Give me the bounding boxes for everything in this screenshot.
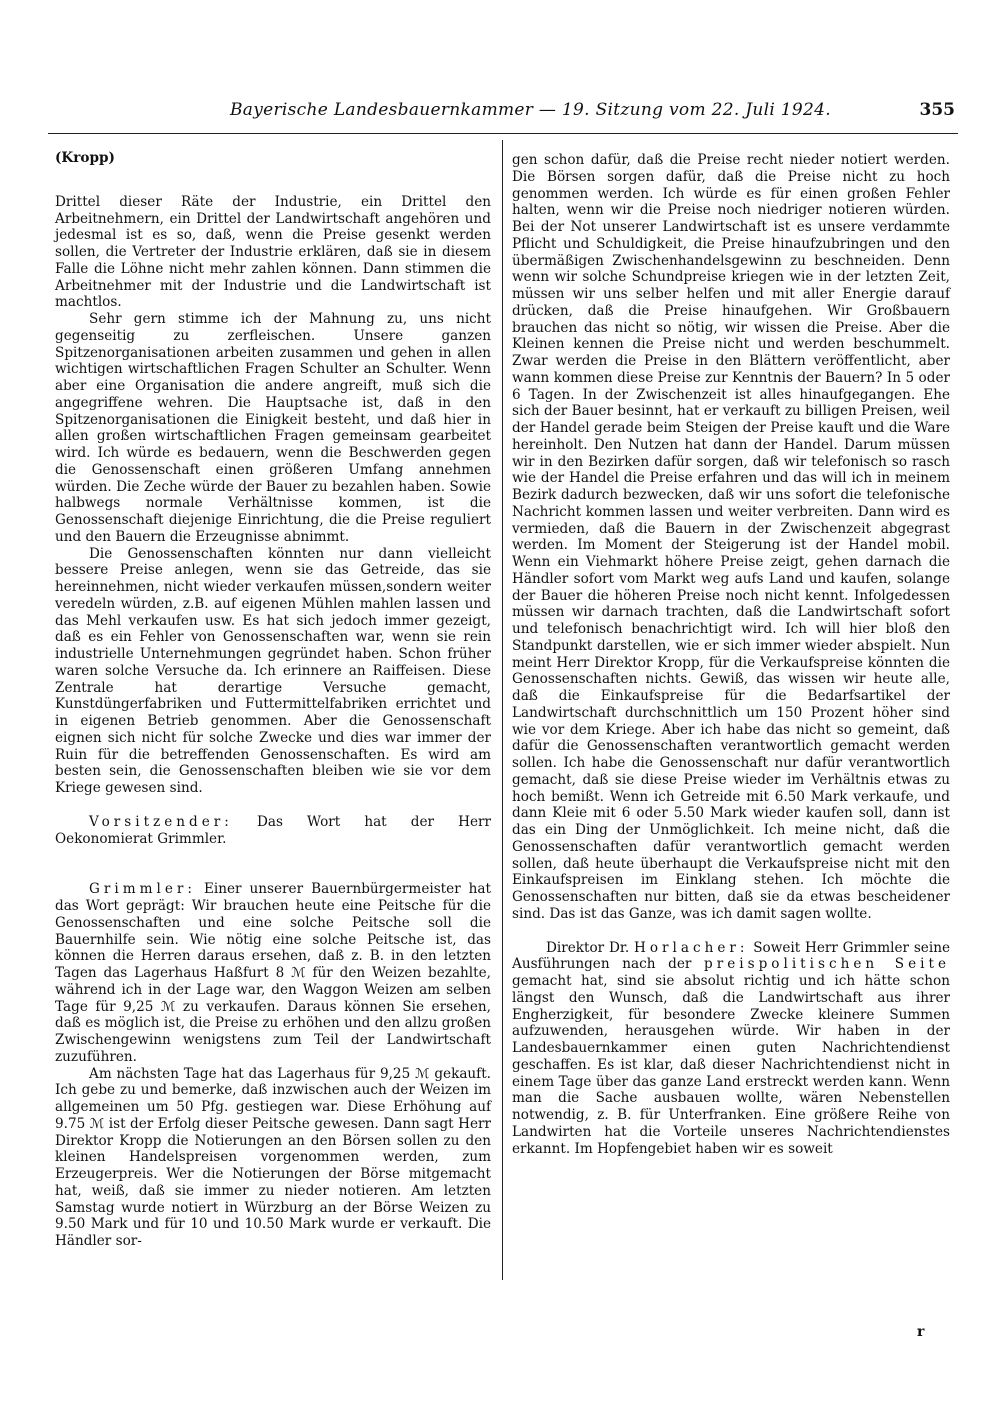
spacer <box>512 923 950 940</box>
chair-text: Das Wort hat der Herr Oekonomierat Grimmler. <box>55 813 491 847</box>
page-header <box>55 100 955 128</box>
header-rule <box>48 133 958 134</box>
speaker-name-vorsitzender: Vorsitzender: <box>89 813 233 830</box>
paragraph: Am nächsten Tage hat das Lagerhaus für 9,25 ℳ gekauft. Ich gebe zu und bemerke, daß inzwischen auch der Weizen im allgemeinen um 50 Pfg. gestiegen war. Diese Erhöhung auf 9.75 ℳ ist der Erfolg dieser Peitsche gewesen. Dann sagt Herr Direktor Kropp die Notierungen an den Börsen sollen zu den kleinen Handelspreisen vorgenommen werden, zum Erzeugerpreis. Wer die Notierungen der Börse mitgemacht hat, weiß, daß sie immer zu nieder notieren. Am letzten Samstag wurde notiert in Würzburg an der Börse Weizen zu 9.50 Mark und für 10 und 10.50 Mark wurde er verkauft. Die Händler sor- <box>55 1065 491 1249</box>
horlacher-text: Soweit Herr Grimmler seine Ausführungen nach der <box>512 939 950 973</box>
spacer <box>55 847 491 864</box>
right-column <box>512 152 950 1157</box>
spacer <box>55 864 491 881</box>
horlacher-paragraph <box>512 940 950 1158</box>
paragraph: gen schon dafür, daß die Preise recht nieder notiert werden. Die Börsen sorgen dafür, daß die Preise nicht zu hoch genommen werden. Ich würde es für einen großen Fehler halten, wenn wir die Preise noch niedriger notieren würden. Bei der Not unserer Landwirtschaft ist es unsere verdammte Pflicht und Schuldigkeit, die Preise hinaufzubringen und den übermäßigen Zwischenhandelsgewinn zu beschneiden. Denn wenn wir solche Schundpreise kriegen wie in der letzten Zeit, müssen wir uns selber helfen und mit aller Energie darauf drücken, daß die Preise hinaufgehen. Wir Großbauern brauchen das nicht so nötig, wir wissen die Preise. Aber die Kleinen kennen die Preise nicht und werden beschummelt. Zwar werden die Preise in den Blättern veröffentlicht, aber wann kommen diese Preise zur Kenntnis der Bauern? In 5 oder 6 Tagen. In der Zwischenzeit ist alles hinaufgegangen. Ehe sich der Bauer besinnt, hat er verkauft zu billigen Preisen, weil der Handel gerade beim Steigen der Preise kauft und die Ware hereinholt. Den Nutzen hat dann der Handel. Darum müssen wir in den Bezirken dafür sorgen, daß wir telefonisch so rasch wie der Handel die Preise erfahren und das will ich in meinem Bezirk dadurch bezwecken, daß wir uns sofort die telefonische Nachricht kommen lassen und weiter verbreiten. Dann wird es vermieden, daß die Bauern in der Zwischenzeit abgegrast werden. Im Moment der Steigerung ist der Handel mobil. Wenn ein Viehmarkt höhere Preise zeigt, gehen darnach die Händler sofort vom Markt weg aufs Land und kaufen, solange der Bauer die höheren Preise noch nicht kennt. Infolgedessen müssen wir darnach trachten, daß die Landwirtschaft sofort und telefonisch benachrichtigt wird. Ich will hier bloß den Standpunkt darstellen, wie er sich immer wieder abspielt. Nun meint Herr Direktor Kropp, für die Verkaufspreise könnten die Genossenschaften nichts. Gewiß, das wissen wir heute alle, daß die Einkaufspreise für die Bedarfsartikel der Landwirtschaft durchschnittlich um 150 Prozent höher sind wie vor dem Kriege. Aber ich habe das nicht so gemeint, daß dafür die Genossenschaften verantwortlich gemacht werden sollen. Ich habe die Genossenschaft nur dafür verantwortlich gemacht, daß sie diese Preise wieder im Verhältnis etwas zu hoch bemißt. Wenn ich Getreide mit 6.50 Mark verkaufe, und dann Kleie mit 6 oder 5.50 Mark wieder kaufen soll, dann ist das ein Ding der Unmöglichkeit. Ich meine nicht, daß die Genossenschaften dafür verantwortlich gemacht werden sollen, daß heute überhaupt die Verkaufspreise nicht mit den Einkaufspreisen im Einklang stehen. Ich möchte die Genossenschaften nur bitten, daß sie da etwas bescheidener sind. Das ist das Ganze, was ich damit sagen wollte. <box>512 152 950 922</box>
grimmler-text: Einer unserer Bauernbürgermeister hat das Wort geprägt: Wir brauchen heute eine Peitsche für die Genossenschaften und eine solche Peitsche soll die Bauernhilfe sein. Wie nötig eine solche Peitsche ist, das können die Herren daraus ersehen, daß z. B. in den letzten Tagen das Lagerhaus Haßfurt 8 ℳ für den Weizen bezahlte, während ich in der Lage war, den Waggon Weizen am selben Tage für 9,25 ℳ zu verkaufen. Daraus können Sie ersehen, daß es möglich ist, die Preise zu erhöhen und den allzu großen Zwischengewinn wenigstens zum Teil der Landwirtschaft zuzuführen. <box>55 881 491 1065</box>
grimmler-paragraph <box>55 881 491 1065</box>
horlacher-text: gemacht hat, sind sie absolut richtig und ich hätte schon längst den Wunsch, daß die Landwirtschaft aus ihrer Engherzigkeit, für besondere Zwecke kleinere Summen aufzuwenden, herausgehen würde. Wir haben in der Landesbauernkammer einen guten Nachrichtendienst geschaffen. Es ist klar, daß dieser Nachrichtendienst nicht in einem Tage über das ganze Land erstreckt werden kann. Wenn man die Sache ausbauen wollte, wären Nebenstellen notwendig, z. B. für Unterfranken. Eine größere Reihe von Landwirten hat die Vorteile unseres Nachrichtendienstes erkannt. Im Hopfengebiet haben wir es soweit <box>512 973 950 1157</box>
page-number: 355 <box>919 100 955 120</box>
speaker-tag-kropp: (Kropp) <box>55 150 115 166</box>
paragraph: Die Genossenschaften könnten nur dann vielleicht bessere Preise anlegen, wenn sie das Getreide, das sie hereinnehmen, nicht wieder verkaufen müssen,sondern weiter veredeln würden, z.B. auf eigenen Mühlen mahlen lassen und das Mehl verkaufen usw. Es hat sich jedoch immer gezeigt, daß es ein Fehler von Genossenschaften war, wenn sie rein industrielle Unternehmungen gegründet haben. Schon früher waren solche Versuche da. Ich erinnere an Raiffeisen. Diese Zentrale hat derartige Versuche gemacht, Kunstdüngerfabriken und Futtermittelfabriken errichtet und in eigenen Betrieb genommen. Aber die Genossenschaft eignen sich nicht für solche Zwecke und dies war immer der Ruin für die betreffenden Genossenschaften. Es wird am besten sein, die Genossenschaften bleiben wie sie vor dem Kriege gewesen sind. <box>55 545 491 796</box>
spacer <box>55 797 491 814</box>
speaker-name-grimmler: Grimmler: <box>89 881 196 898</box>
running-title: Bayerische Landesbauernkammer — 19. Sitzung vom 22. Juli 1924. <box>230 100 831 120</box>
chair-paragraph <box>55 814 491 848</box>
signature-mark: r <box>917 1324 925 1340</box>
left-column <box>55 150 491 1250</box>
speaker-name-horlacher: Horlacher: <box>633 939 749 956</box>
emphasis-text: preispolitischen Seite <box>704 956 950 973</box>
paragraph: Sehr gern stimme ich der Mahnung zu, uns nicht gegenseitig zu zerfleischen. Unsere ganzen Spitzenorganisationen arbeiten zusammen und gehen in allen wichtigen wirtschaftlichen Fragen Schulter an Schulter. Wenn aber eine Organisation die andere angreift, muß sich die angegriffene wehren. Die Hauptsache ist, daß in den Spitzenorganisationen die Einigkeit besteht, und daß hier in allen großen wirtschaftlichen Fragen gemeinsam gearbeitet wird. Ich würde es bedauern, wenn die Beschwerden gegen die Genossenschaft einen größeren Umfang annehmen würden. Die Zeche würde der Bauer zu bezahlen haben. Sowie halbwegs normale Verhältnisse kommen, ist die Genossenschaft diejenige Einrichtung, die die Preise reguliert und den Bauern die Erzeugnisse abnimmt. <box>55 311 491 545</box>
column-divider <box>502 140 503 1280</box>
speaker-title: Direktor Dr. <box>546 939 630 956</box>
paragraph: Drittel dieser Räte der Industrie, ein Drittel den Arbeitnehmern, ein Drittel der Landwirtschaft angehören und jedesmal ist es so, daß, wenn die Preise gesenkt werden sollen, die Vertreter der Industrie erklären, daß sie in diesem Falle die Löhne nicht mehr zahlen können. Dann stimmen die Arbeitnehmer mit der Industrie und die Landwirtschaft ist machtlos. <box>55 193 491 311</box>
